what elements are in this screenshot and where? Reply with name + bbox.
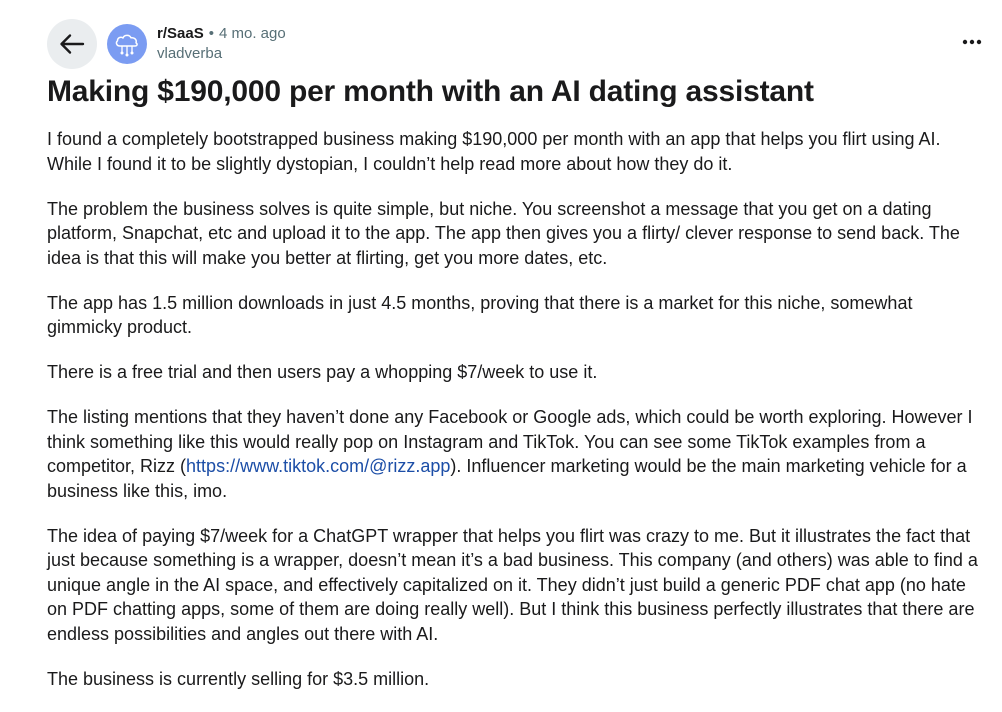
subreddit-link[interactable]: r/SaaS [157, 25, 204, 42]
author-username[interactable]: vladverba [157, 45, 223, 62]
post-paragraph: The app has 1.5 million downloads in just 4.5 months, proving that there is a market for this niche, somewhat gimmicky product. [47, 292, 913, 337]
post-paragraph-listing [47, 405, 987, 503]
post-paragraph: The business is currently selling for $3.5 million. [47, 668, 430, 689]
post-body [47, 127, 987, 712]
post-meta [157, 24, 286, 64]
post-title: Making $190,000 per month with an AI dating assistant [47, 75, 814, 108]
arrow-left-icon [59, 33, 85, 55]
paragraph-text: ). Influencer marketing would be the main marketing vehicle for a business like this, imo. [47, 456, 967, 501]
subreddit-avatar[interactable] [107, 24, 147, 64]
post-paragraph: The idea of paying $7/week for a ChatGPT wrapper that helps you flirt was crazy to me. But it illustrates the fact that just because something is a wrapper, doesn’t mean it’s a bad business. This company (and others) was able to find a unique angle in the AI space, and effectively capitalized on it. They didn’t just build a generic PDF chat app (no hate on PDF chatting apps, some of them are doing really well). But I think this business perfectly illustrates that there are endless possibilities and angles out there with AI. [47, 525, 978, 644]
cloud-network-icon [112, 29, 142, 59]
post-time: 4 mo. ago [218, 25, 286, 42]
meta-separator: • [208, 25, 214, 42]
post-header [47, 19, 286, 69]
more-horizontal-icon [962, 39, 982, 45]
paragraph-text: The listing mentions that they haven’t done any Facebook or Google ads, which could be worth exploring. However I think something like this would really pop on Instagram and TikTok. You can see some TikTok examples from a competitor, Rizz ( [47, 407, 973, 476]
more-options-button[interactable] [960, 30, 984, 54]
post-paragraph: The problem the business solves is quite simple, but niche. You screenshot a message that you get on a dating platform, Snapchat, etc and upload it to the app. The app then gives you a flirty/ clever response to send back. The idea is that this will make you better at flirting, get you more dates, etc. [47, 198, 960, 268]
tiktok-link[interactable]: https://www.tiktok.com/@rizz.app [186, 456, 451, 476]
post-paragraph: I found a completely bootstrapped business making $190,000 per month with an app that helps you flirt using AI. While I found it to be slightly dystopian, I couldn’t help read more about how they do it. [47, 129, 941, 174]
back-button[interactable] [47, 19, 97, 69]
post-paragraph: There is a free trial and then users pay a whopping $7/week to use it. [47, 362, 598, 382]
